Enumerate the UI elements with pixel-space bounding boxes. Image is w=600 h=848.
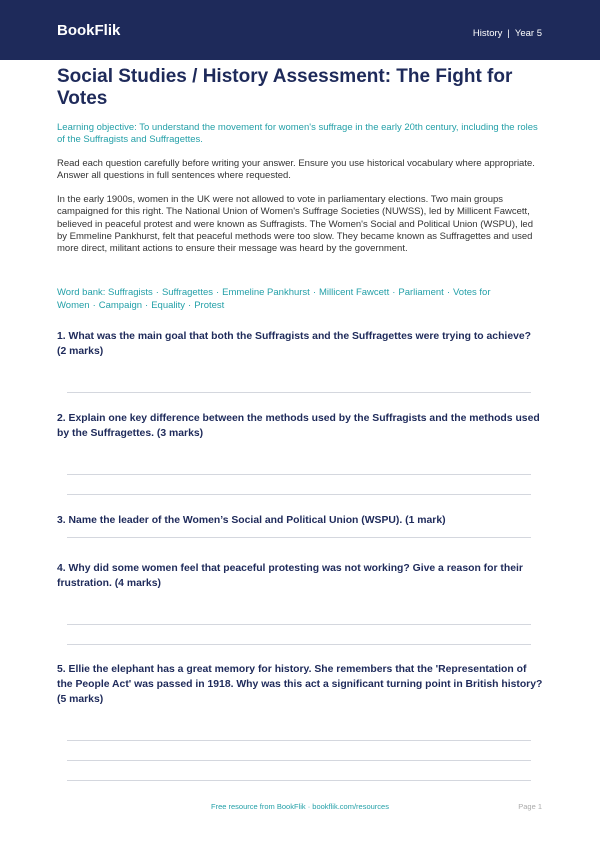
subject-year-label: [473, 27, 542, 40]
page-title: Social Studies / History Assessment: The Fight for Votes: [57, 66, 513, 109]
answer-line[interactable]: [67, 474, 531, 475]
word-bank-word: Suffragists: [108, 287, 153, 298]
answer-line[interactable]: [67, 624, 531, 625]
word-bank-word: Votes for Women: [57, 287, 491, 312]
context-passage: In the early 1900s, women in the UK were not allowed to vote in parliamentary elections. Two main groups campaigned for this right. The National Union of Women's Suffrage Societies (NUWSS), led by Millicent Fawcett, believed in peaceful protest and were known as Suffragists. The Women's Social and Political Union (WSPU), led by Emmeline Pankhurst, felt that peaceful methods were too slow. They became known as Suffragettes and used more direct, militant actions to ensure their message was heard by the government.: [57, 194, 534, 255]
page-header: [0, 0, 600, 60]
answer-line[interactable]: [67, 537, 531, 538]
answer-line[interactable]: [67, 780, 531, 781]
word-bank-label: Word bank:: [57, 287, 106, 298]
word-bank: Word bank: Suffragists · Suffragettes · Emmeline Pankhurst · Millicent Fawcett · Parliament · Votes for Women · Campaign · Equality · Protest: [57, 287, 491, 312]
separator: |: [507, 28, 510, 39]
word-bank-word: Emmeline Pankhurst: [222, 287, 310, 298]
answer-line[interactable]: [67, 644, 531, 645]
word-bank-word: Suffragettes: [161, 287, 213, 298]
question-3: 3. Name the leader of the Women’s Social and Political Union (WSPU). (1 mark): [57, 515, 446, 526]
year-label: Year 5: [514, 28, 542, 39]
word-bank-word: Parliament: [398, 287, 444, 298]
question-4: 4. Why did some women feel that peaceful protesting was not working? Give a reason for their frustration. (4 marks): [57, 563, 523, 589]
question-2: 2. Explain one key difference between the methods used by the Suffragists and the methods used by the Suffragettes. (3 marks): [57, 413, 540, 439]
word-bank-word: Millicent Fawcett: [319, 287, 390, 298]
word-bank-word: Equality: [151, 300, 186, 312]
word-bank-word: Campaign: [98, 300, 143, 312]
answer-line[interactable]: [67, 494, 531, 495]
instructions-paragraph: Read each question carefully before writing your answer. Ensure you use historical vocabulary where appropriate. Answer all questions in full sentences where requested.: [57, 158, 535, 182]
question-1: 1. What was the main goal that both the Suffragists and the Suffragettes were trying to achieve? (2 marks): [57, 331, 532, 357]
answer-line[interactable]: [67, 740, 531, 741]
subject-label: History: [472, 28, 503, 39]
brand-logo[interactable]: BookFlik: [57, 22, 121, 39]
footer-link[interactable]: Free resource from BookFlik · bookflik.com/resources: [211, 802, 389, 811]
page-number: Page 1: [518, 802, 542, 811]
learning-objective: Learning objective: To understand the movement for women's suffrage in the early 20th century, including the roles of the Suffragists and Suffragettes.: [57, 122, 538, 145]
question-5: 5. Ellie the elephant has a great memory for history. She remembers that the 'Representation of the People Act' was passed in 1918. Why was this act a significant turning point in British history? (5 marks): [57, 664, 543, 705]
answer-line[interactable]: [67, 760, 531, 761]
answer-line[interactable]: [67, 392, 531, 393]
word-bank-word: Protest: [194, 300, 225, 312]
